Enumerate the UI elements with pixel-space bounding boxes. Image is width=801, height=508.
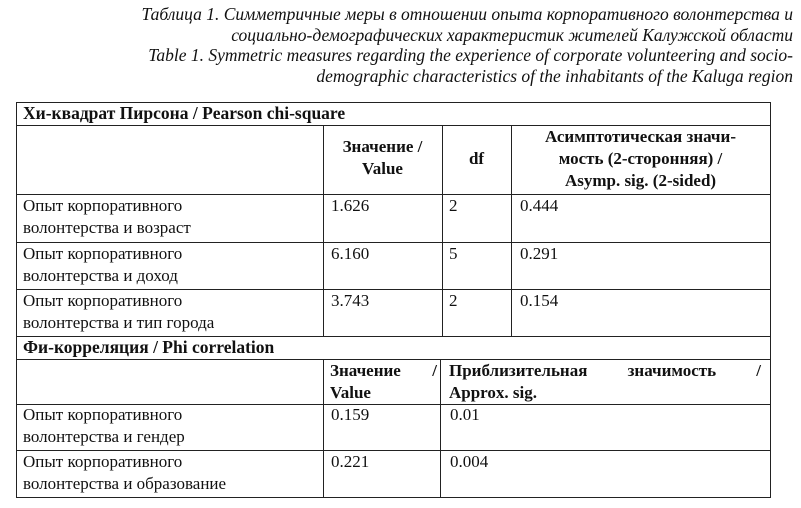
section-title-pearson: Хи-квадрат Пирсона / Pearson chi-square bbox=[23, 103, 346, 123]
row-value: 6.160 bbox=[331, 244, 370, 263]
grid-line bbox=[323, 359, 324, 497]
row-sig: 0.291 bbox=[520, 244, 559, 263]
row-label-line-1: Опыт корпоративного bbox=[23, 405, 183, 424]
caption-en-line-2: demographic characteristics of the inhabitants of the Kaluga region bbox=[316, 65, 793, 86]
row-label bbox=[23, 243, 182, 287]
grid-line bbox=[440, 359, 441, 497]
header-value-line-2: Value bbox=[362, 159, 403, 178]
grid-line bbox=[16, 497, 771, 498]
caption-ru-line-1: Таблица 1. Симметричные меры в отношении опыта корпоративного волонтерства и bbox=[141, 4, 793, 24]
header-value-phi-line-1 bbox=[330, 360, 437, 382]
header-word: Приблизительная bbox=[449, 361, 588, 380]
row-label-line-2: волонтерства и гендер bbox=[23, 427, 185, 446]
header-value-phi-line-2: Value bbox=[330, 383, 371, 402]
header-asymp-sig-line-3: Asymp. sig. (2-sided) bbox=[564, 171, 717, 190]
symmetric-measures-table bbox=[16, 102, 771, 498]
row-label-line-1: Опыт корпоративного bbox=[23, 244, 183, 263]
header-asymp-sig bbox=[511, 126, 770, 192]
row-sig: 0.154 bbox=[520, 291, 559, 310]
row-df: 5 bbox=[449, 244, 458, 263]
row-df: 2 bbox=[449, 291, 458, 310]
header-word: Значение bbox=[330, 361, 401, 380]
row-sig: 0.01 bbox=[450, 405, 480, 424]
row-label bbox=[23, 195, 191, 239]
header-value bbox=[323, 136, 442, 180]
header-value-line-1: Значение / bbox=[342, 137, 423, 156]
row-label bbox=[23, 451, 226, 495]
row-label-line-1: Опыт корпоративного bbox=[23, 291, 183, 310]
row-label bbox=[23, 404, 185, 448]
header-approx-sig-line-1 bbox=[449, 360, 761, 382]
header-word: значимость bbox=[627, 361, 717, 380]
caption-en-line-1: Table 1. Symmetric measures regarding the experience of corporate volunteering and socio- bbox=[148, 45, 793, 65]
header-value-phi bbox=[330, 360, 437, 404]
row-value: 3.743 bbox=[331, 291, 370, 310]
header-word: / bbox=[756, 361, 761, 380]
row-label bbox=[23, 290, 214, 334]
table-caption bbox=[0, 4, 793, 86]
row-label-line-2: волонтерства и тип города bbox=[23, 313, 215, 332]
grid-line bbox=[16, 102, 17, 498]
header-word: / bbox=[432, 361, 437, 380]
row-value: 0.221 bbox=[331, 452, 370, 471]
row-sig: 0.444 bbox=[520, 196, 559, 215]
section-title-phi: Фи-корреляция / Phi correlation bbox=[23, 337, 275, 357]
header-approx-sig-line-2: Approx. sig. bbox=[449, 383, 538, 402]
grid-line bbox=[770, 102, 771, 498]
row-label-line-2: волонтерства и образование bbox=[23, 474, 227, 493]
row-sig: 0.004 bbox=[450, 452, 489, 471]
row-df: 2 bbox=[449, 196, 458, 215]
row-label-line-2: волонтерства и доход bbox=[23, 266, 178, 285]
caption-ru-line-2: социально-демографических характеристик жителей Калужской области bbox=[231, 24, 793, 45]
row-value: 0.159 bbox=[331, 405, 370, 424]
header-asymp-sig-line-1: Асимптотическая значи- bbox=[545, 127, 736, 146]
row-label-line-1: Опыт корпоративного bbox=[23, 196, 183, 215]
header-approx-sig bbox=[449, 360, 761, 404]
row-label-line-2: волонтерства и возраст bbox=[23, 218, 191, 237]
header-asymp-sig-line-2: мость (2-сторонняя) / bbox=[558, 149, 723, 168]
row-label-line-1: Опыт корпоративного bbox=[23, 452, 183, 471]
header-df: df bbox=[468, 149, 485, 168]
row-value: 1.626 bbox=[331, 196, 370, 215]
